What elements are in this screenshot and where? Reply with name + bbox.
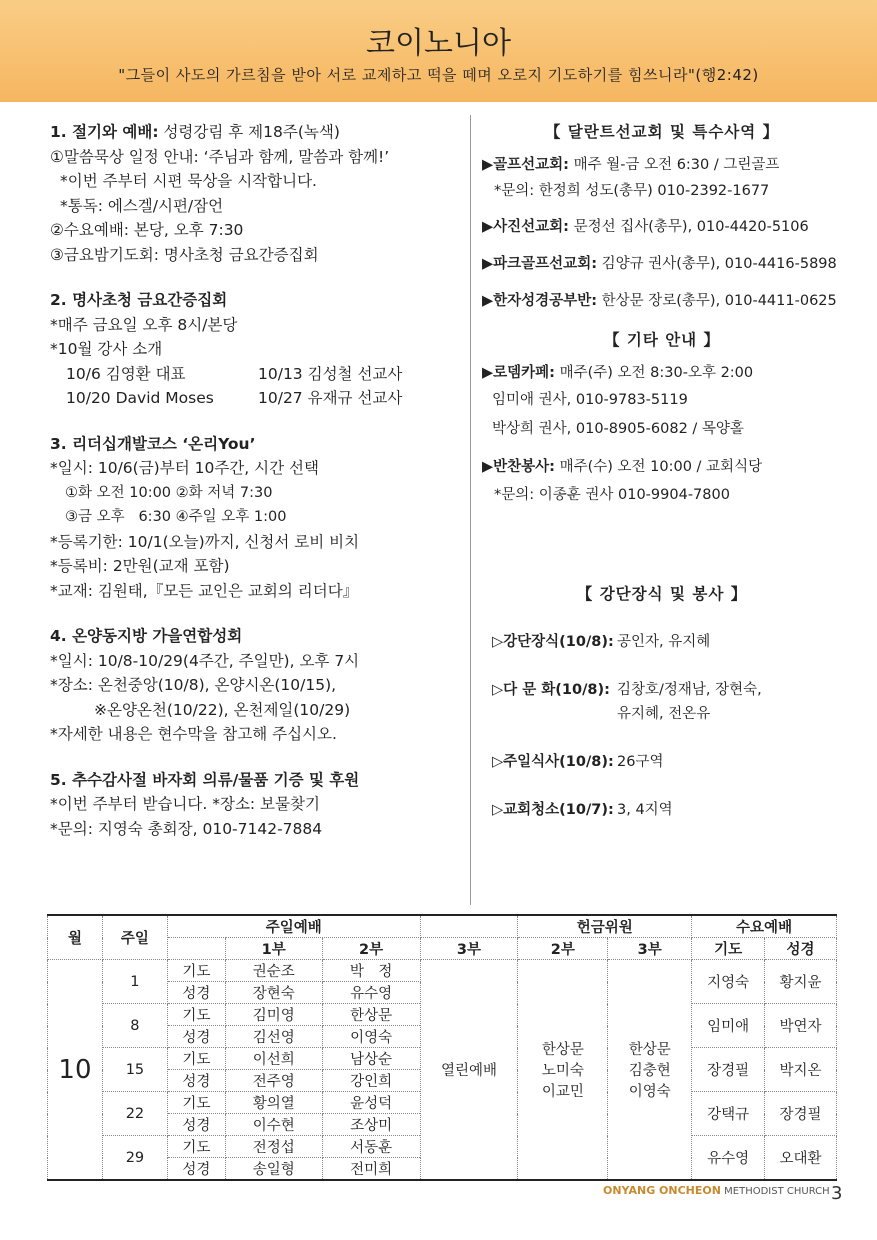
header-blank	[420, 915, 518, 938]
text-line: 박상희 권사, 010-8905-6082 / 목양홀	[492, 421, 744, 437]
service-item: ▷강단장식(10/8): 공인자, 유지혜	[492, 634, 711, 650]
name-cell: 남상순	[322, 1048, 420, 1070]
role-cell: 성경	[167, 1158, 225, 1181]
role-cell: 기도	[167, 1092, 225, 1114]
section-heading: 2. 명사초청 금요간증집회	[50, 291, 228, 309]
wed-prayer-cell: 유수영	[692, 1136, 765, 1181]
header-blank	[167, 938, 225, 960]
ministry-hanja: ▶한자성경공부반: 한상문 장로(총무), 010-4411-0625	[482, 293, 837, 309]
section-worship	[50, 120, 465, 267]
wed-prayer-cell: 강택규	[692, 1092, 765, 1136]
role-cell: 기도	[167, 1136, 225, 1158]
name-cell: 김선영	[225, 1026, 322, 1048]
week-cell: 29	[102, 1136, 167, 1181]
name-cell: 박 정	[322, 960, 420, 982]
role-cell: 성경	[167, 1026, 225, 1048]
page-header	[0, 0, 877, 102]
text-line: ①말씀묵상 일정 안내: ‘주님과 함께, 말씀과 함께!’	[50, 147, 390, 166]
name-cell: 이선희	[225, 1048, 322, 1070]
name-cell: 서동훈	[322, 1136, 420, 1158]
header-offering: 헌금위원	[518, 915, 692, 938]
section-heading: 【 기타 안내 】	[603, 331, 721, 349]
text-line: ②수요예배: 본당, 오후 7:30	[50, 221, 244, 239]
name-cell: 전정섭	[225, 1136, 322, 1158]
name-cell: 윤성덕	[322, 1092, 420, 1114]
text-line: *등록비: 2만원(교재 포함)	[50, 557, 230, 575]
text-line: *10월 강사 소개	[50, 340, 163, 358]
lecturer-row: 10/20 David Moses 10/27 유재규 선교사	[66, 389, 403, 407]
name-cell: 한상문	[322, 1004, 420, 1026]
service-schedule-table	[47, 914, 837, 1181]
wed-bible-cell: 박연자	[765, 1004, 837, 1048]
section-heading: 【 강단장식 및 봉사 】	[576, 585, 748, 603]
service-item: ▷주일식사(10/8): 26구역	[492, 754, 664, 770]
info-cafe: ▶로뎀카페: 매주(주) 오전 8:30-오후 2:00	[482, 365, 754, 381]
role-cell: 성경	[167, 1114, 225, 1136]
week-cell: 1	[102, 960, 167, 1004]
service-item: ▷교회청소(10/7): 3, 4지역	[492, 802, 673, 818]
info-side-dish: ▶반찬봉사: 매주(수) 오전 10:00 / 교회식당	[482, 459, 763, 475]
header-sunday-service: 주일예배	[167, 915, 420, 938]
header-offering-2bu: 2부	[518, 938, 608, 960]
header-offering-3bu: 3부	[608, 938, 692, 960]
wed-bible-cell: 오대환	[765, 1136, 837, 1181]
text-line: *문의: 한정희 성도(총무) 010-2392-1677	[494, 183, 770, 199]
text-line: *일시: 10/6(금)부터 10주간, 시간 선택	[50, 459, 319, 477]
text-line: *이번 주부터 받습니다. *장소: 보물찾기	[50, 795, 320, 813]
section-bazaar	[50, 768, 465, 842]
page-number: 3	[831, 1183, 843, 1204]
header-2bu: 2부	[322, 938, 420, 960]
announcements-column	[50, 120, 465, 862]
section-heading: 1. 절기와 예배: 성령강림 후 제18주(녹색)	[50, 123, 340, 141]
text-line: *통독: 에스겔/시편/잠언	[60, 196, 224, 215]
offering-3bu-cell: 한상문 김충현 이영숙	[608, 960, 692, 1181]
section-heading: 【 달란트선교회 및 특수사역 】	[544, 123, 780, 141]
column-divider	[470, 115, 471, 905]
wed-prayer-cell: 임미애	[692, 1004, 765, 1048]
name-cell: 조상미	[322, 1114, 420, 1136]
ministry-photo: ▶사진선교회: 문정선 집사(총무), 010-4420-5106	[482, 219, 809, 235]
text-line: ③금 오후 6:30 ④주일 오후 1:00	[65, 509, 287, 525]
ministry-golf: ▶골프선교회: 매주 월-금 오전 6:30 / 그린골프	[482, 157, 780, 173]
text-line: ※온양온천(10/22), 온천제일(10/29)	[94, 700, 351, 719]
text-line: ③금요밤기도회: 명사초청 금요간증집회	[50, 245, 319, 264]
text-line: 임미애 권사, 010-9783-5119	[492, 392, 688, 408]
role-cell: 기도	[167, 1004, 225, 1026]
ministries-column	[482, 120, 842, 822]
text-line: *자세한 내용은 현수막을 참고해 주십시오.	[50, 725, 337, 743]
wed-prayer-cell: 지영숙	[692, 960, 765, 1004]
name-cell: 유수영	[322, 982, 420, 1004]
role-cell: 성경	[167, 1070, 225, 1092]
week-cell: 15	[102, 1048, 167, 1092]
role-cell: 기도	[167, 960, 225, 982]
text-line: *교재: 김원태,『모든 교인은 교회의 리더다』	[50, 581, 359, 600]
wed-bible-cell: 장경필	[765, 1092, 837, 1136]
offering-2bu-cell: 한상문 노미숙 이교민	[518, 960, 608, 1181]
header-week: 주일	[102, 915, 167, 960]
role-cell: 기도	[167, 1048, 225, 1070]
text-line: *일시: 10/8-10/29(4주간, 주일만), 오후 7시	[50, 651, 360, 670]
name-cell: 이영숙	[322, 1026, 420, 1048]
wed-prayer-cell: 장경필	[692, 1048, 765, 1092]
name-cell: 장현숙	[225, 982, 322, 1004]
text-line: *이번 주부터 시편 묵상을 시작합니다.	[60, 172, 317, 190]
header-prayer: 기도	[692, 938, 765, 960]
lecturer-row: 10/6 김영환 대표 10/13 김성철 선교사	[66, 364, 403, 383]
week-cell: 8	[102, 1004, 167, 1048]
name-cell: 전주영	[225, 1070, 322, 1092]
service-list	[482, 630, 842, 822]
section-leadership-course	[50, 432, 465, 604]
wed-bible-cell: 황지윤	[765, 960, 837, 1004]
service-item: ▷다 문 화(10/8): 김창호/정재남, 장현숙, 유지혜, 전온유	[492, 682, 762, 722]
wed-bible-cell: 박지온	[765, 1048, 837, 1092]
text-line: *등록기한: 10/1(오늘)까지, 신청서 로비 비치	[50, 532, 360, 551]
header-bible: 성경	[765, 938, 837, 960]
header-1bu: 1부	[225, 938, 322, 960]
text-line: *장소: 온천중앙(10/8), 온양시온(10/15),	[50, 676, 337, 694]
name-cell: 송일형	[225, 1158, 322, 1181]
name-cell: 강인희	[322, 1070, 420, 1092]
role-cell: 성경	[167, 982, 225, 1004]
text-line: ①화 오전 10:00 ②화 저녁 7:30	[65, 484, 273, 501]
section-heading: 4. 온양동지방 가을연합성회	[50, 627, 243, 645]
text-line: *문의: 지영숙 총회장, 010-7142-7884	[50, 819, 323, 838]
section-district-revival	[50, 624, 465, 747]
ministry-park-golf: ▶파크골프선교회: 김양규 권사(총무), 010-4416-5898	[482, 256, 837, 272]
month-cell: 10	[48, 960, 103, 1181]
section-heading: 5. 추수감사절 바자회 의류/물품 기증 및 후원	[50, 770, 360, 789]
open-worship-cell: 열린예배	[420, 960, 518, 1181]
name-cell: 권순조	[225, 960, 322, 982]
week-cell: 22	[102, 1092, 167, 1136]
header-month: 월	[48, 915, 103, 960]
bible-verse: "그들이 사도의 가르침을 받아 서로 교제하고 떡을 떼며 오로지 기도하기를 힘쓰니라"(행2:42)	[118, 66, 759, 84]
name-cell: 이수현	[225, 1114, 322, 1136]
section-friday-meeting	[50, 288, 465, 411]
name-cell: 황의열	[225, 1092, 322, 1114]
text-line: *매주 금요일 오후 8시/본당	[50, 315, 238, 334]
name-cell: 전미희	[322, 1158, 420, 1181]
page-title: 코이노니아	[366, 26, 511, 61]
name-cell: 김미영	[225, 1004, 322, 1026]
header-3bu: 3부	[420, 938, 518, 960]
header-wednesday: 수요예배	[692, 915, 837, 938]
church-footer: ONYANG ONCHEON METHODIST CHURCH	[603, 1184, 830, 1197]
text-line: *문의: 이종훈 권사 010-9904-7800	[494, 487, 730, 503]
section-heading: 3. 리더십개발코스 ‘온리You’	[50, 434, 256, 453]
